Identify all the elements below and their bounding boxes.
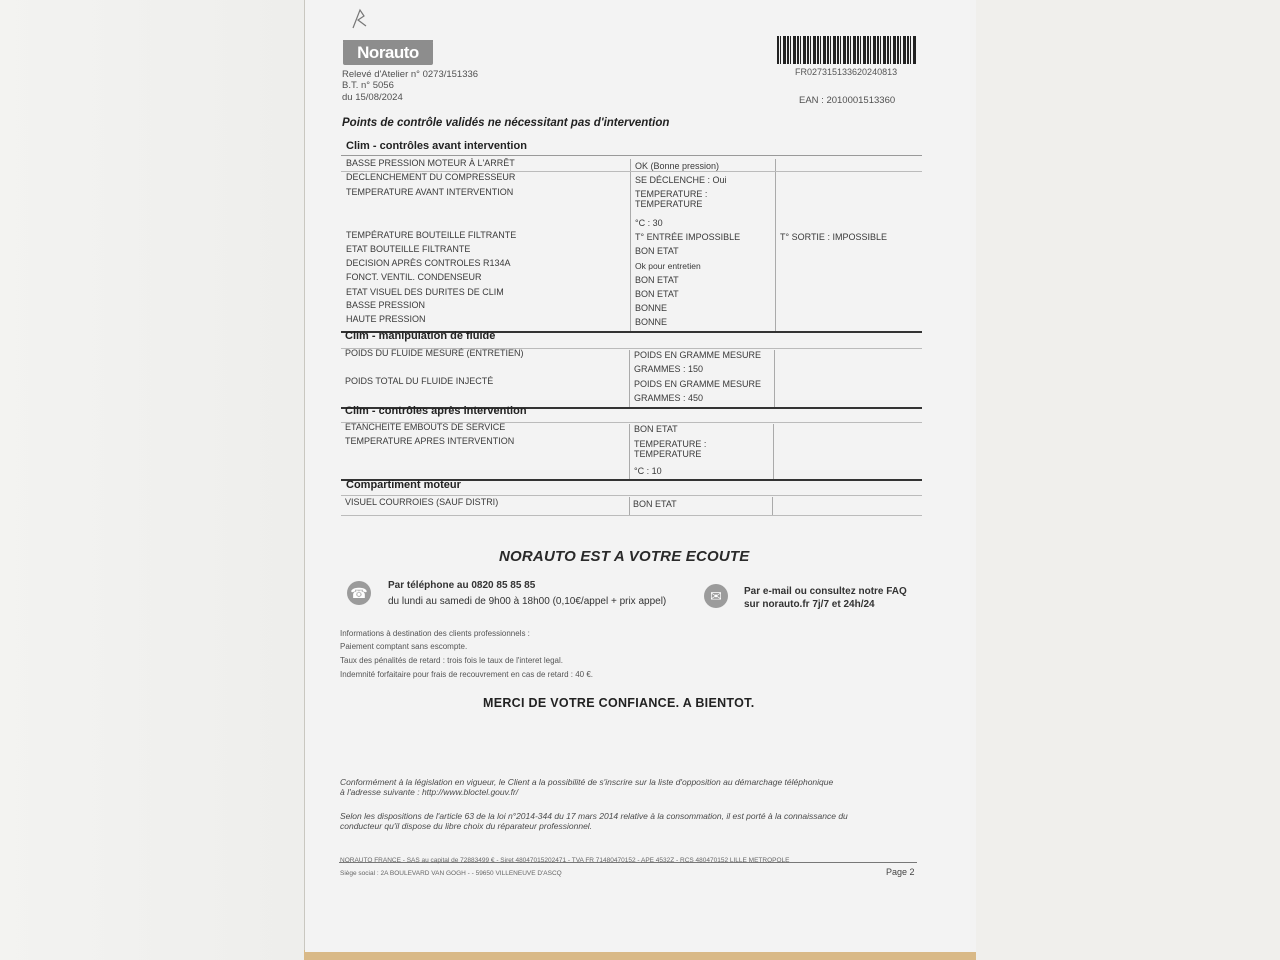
row-value: BON ETAT bbox=[635, 275, 679, 285]
section-title-clim-fluide: Clim - manipulation de fluide bbox=[345, 330, 496, 342]
pro-info-line: Taux des pénalités de retard : trois fois le taux de l'interet legal. bbox=[340, 656, 563, 665]
row-value: TEMPERATURE : bbox=[634, 439, 707, 449]
row-value: GRAMMES : 150 bbox=[634, 364, 704, 374]
faq-line: sur norauto.fr 7j/7 et 24h/24 bbox=[744, 599, 875, 610]
footer-address: Siège social : 2A BOULEVARD VAN GOGH - - 59650 VILLENEUVE D'ASCQ bbox=[340, 870, 562, 877]
page-title: Points de contrôle validés ne nécessitant pas d'intervention bbox=[342, 117, 670, 129]
row-label: VISUEL COURROIES (SAUF DISTRI) bbox=[345, 497, 499, 507]
pro-info-line: Indemnité forfaitaire pour frais de recouvrement en cas de retard : 40 €. bbox=[340, 670, 594, 679]
email-line: Par e-mail ou consultez notre FAQ bbox=[744, 586, 907, 597]
legal-text: à l'adresse suivante : http://www.bloctel.gouv.fr/ bbox=[340, 787, 519, 797]
row-value: SE DÉCLENCHE : Oui bbox=[635, 175, 727, 185]
section-title-clim-avant: Clim - contrôles avant intervention bbox=[346, 140, 527, 152]
row-label: TEMPÉRATURE BOUTEILLE FILTRANTE bbox=[346, 230, 517, 240]
barcode-number: FR027315133620240813 bbox=[795, 67, 898, 77]
section-title-clim-apres: Clim - contrôles après intervention bbox=[345, 405, 527, 417]
row-value: BON ETAT bbox=[634, 424, 678, 434]
pen-mark bbox=[350, 6, 370, 32]
divider bbox=[341, 515, 922, 516]
phone-icon: ☎ bbox=[347, 581, 371, 605]
column-divider bbox=[629, 497, 630, 515]
row-value: BONNE bbox=[635, 303, 668, 313]
pro-info-line: Paiement comptant sans escompte. bbox=[340, 642, 468, 651]
row-value: °C : 10 bbox=[634, 466, 662, 476]
divider bbox=[341, 495, 922, 496]
document-page bbox=[305, 0, 976, 952]
column-divider bbox=[629, 350, 630, 408]
row-label: DECISION APRÈS CONTROLES R134A bbox=[346, 258, 511, 268]
phone-hours: du lundi au samedi de 9h00 à 18h00 (0,10€/appel + prix appel) bbox=[388, 596, 667, 607]
row-label: BASSE PRESSION MOTEUR À L'ARRÊT bbox=[346, 158, 515, 168]
email-icon: ✉ bbox=[704, 584, 728, 608]
ean-code: EAN : 2010001513360 bbox=[799, 95, 896, 106]
row-value: BON ETAT bbox=[635, 246, 679, 256]
row-label: BASSE PRESSION bbox=[346, 300, 426, 310]
row-label: ETAT VISUEL DES DURITES DE CLIM bbox=[346, 287, 504, 297]
section-title-compartiment: Compartiment moteur bbox=[346, 479, 461, 491]
page-number: Page 2 bbox=[886, 867, 915, 877]
row-value: BON ETAT bbox=[635, 289, 679, 299]
row-extra: T° SORTIE : IMPOSSIBLE bbox=[780, 232, 887, 242]
row-value: BON ETAT bbox=[633, 499, 677, 509]
legal-text: conducteur qu'il dispose du libre choix du réparateur professionnel. bbox=[340, 821, 593, 831]
row-label: TEMPERATURE APRES INTERVENTION bbox=[345, 436, 515, 446]
ecoute-title: NORAUTO EST A VOTRE ECOUTE bbox=[499, 548, 750, 565]
row-label: POIDS TOTAL DU FLUIDE INJECTÉ bbox=[345, 376, 494, 386]
divider bbox=[341, 155, 922, 156]
legal-text: Conformément à la législation en vigueur, le Client a la possibilité de s'inscrire sur la liste d'opposition au démarchage téléphonique bbox=[340, 777, 834, 787]
row-value: GRAMMES : 450 bbox=[634, 393, 704, 403]
row-label: ETANCHEITE EMBOUTS DE SERVICE bbox=[345, 422, 506, 432]
column-divider bbox=[775, 159, 776, 332]
row-value: OK (Bonne pression) bbox=[635, 161, 720, 171]
row-value: Ok pour entretien bbox=[635, 261, 701, 271]
row-value: °C : 30 bbox=[635, 218, 663, 228]
legal-text: Selon les dispositions de l'article 63 de la loi n°2014-344 du 17 mars 2014 relative à la consommation, il est porté à la connaissance du bbox=[340, 811, 848, 821]
footer-company: NORAUTO FRANCE - SAS au capital de 72883499 € - Siret 48047015202471 - TVA FR 71480470152 - APE 4532Z - RCS 480470152 LILLE METROPOLE bbox=[340, 857, 790, 864]
column-divider bbox=[773, 424, 774, 480]
row-value: T° ENTRÉE IMPOSSIBLE bbox=[635, 232, 741, 242]
bt-number: B.T. n° 5056 bbox=[342, 80, 394, 91]
row-value: TEMPERATURE bbox=[635, 199, 703, 209]
row-value: POIDS EN GRAMME MESURE bbox=[634, 350, 762, 360]
column-divider bbox=[630, 159, 631, 332]
column-divider bbox=[774, 350, 775, 408]
row-label: TEMPERATURE AVANT INTERVENTION bbox=[346, 187, 514, 197]
row-value: TEMPERATURE : bbox=[635, 189, 708, 199]
row-label: ETAT BOUTEILLE FILTRANTE bbox=[346, 244, 471, 254]
document-date: du 15/08/2024 bbox=[342, 92, 403, 103]
background-right bbox=[976, 0, 1280, 960]
pro-info-line: Informations à destination des clients professionnels : bbox=[340, 629, 530, 638]
row-label: FONCT. VENTIL. CONDENSEUR bbox=[346, 272, 482, 282]
barcode bbox=[777, 36, 917, 64]
column-divider bbox=[772, 497, 773, 515]
row-value: TEMPERATURE bbox=[634, 449, 702, 459]
row-value: POIDS EN GRAMME MESURE bbox=[634, 379, 762, 389]
norauto-logo: Norauto bbox=[343, 41, 433, 65]
row-label: POIDS DU FLUIDE MESURÉ (ENTRETIEN) bbox=[345, 348, 524, 358]
thanks-message: MERCI DE VOTRE CONFIANCE. A BIENTOT. bbox=[483, 696, 755, 710]
column-divider bbox=[629, 424, 630, 480]
releve-number: Relevé d'Atelier n° 0273/151336 bbox=[342, 69, 479, 80]
row-value: BONNE bbox=[635, 317, 668, 327]
row-label: DECLENCHEMENT DU COMPRESSEUR bbox=[346, 172, 516, 182]
phone-line: Par téléphone au 0820 85 85 85 bbox=[388, 580, 536, 591]
row-label: HAUTE PRESSION bbox=[346, 314, 426, 324]
